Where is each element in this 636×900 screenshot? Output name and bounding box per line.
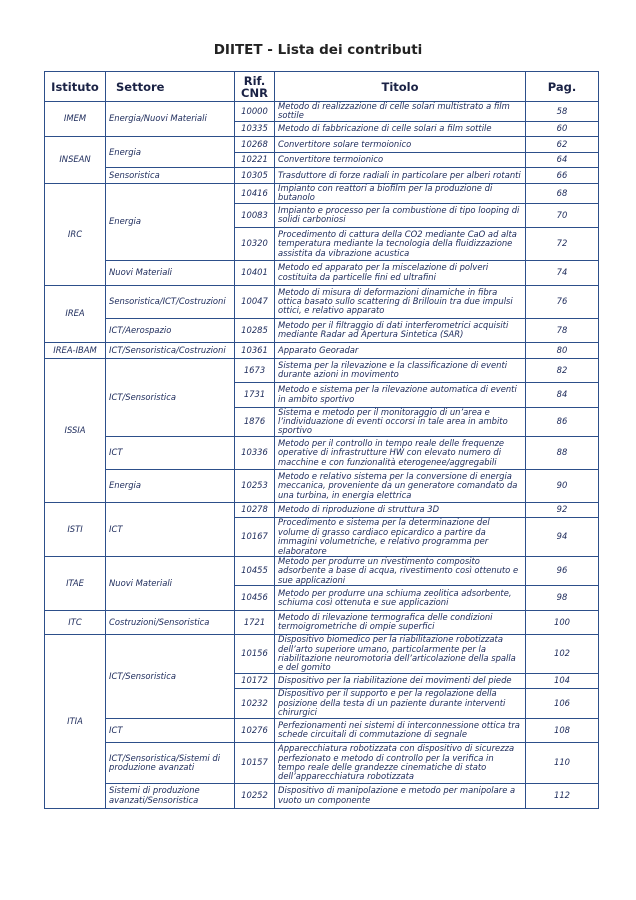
settore-cell: ICT/Sensoristica xyxy=(106,635,235,718)
table-row xyxy=(45,358,599,383)
contributions-table xyxy=(44,71,599,809)
settore-cell: Energia xyxy=(106,137,235,168)
titolo-cell: Procedimento e sistema per la determinazione del volume di grasso cardiaco epicardico a partire da immagini volumetriche, e relativo programma per elaboratore xyxy=(275,518,526,557)
rif-cnr-cell: 10253 xyxy=(235,469,275,502)
titolo-cell: Sistema per la rilevazione e la classificazione di eventi durante azioni in movimento xyxy=(275,358,526,383)
pagina-cell: 88 xyxy=(526,436,599,469)
pagina-cell: 62 xyxy=(526,137,599,153)
rif-cnr-cell: 10335 xyxy=(235,121,275,137)
pagina-cell: 96 xyxy=(526,556,599,585)
pagina-cell: 86 xyxy=(526,407,599,436)
table-row xyxy=(45,556,599,585)
table-row xyxy=(45,635,599,674)
rif-cnr-cell: 10172 xyxy=(235,673,275,689)
rif-cnr-cell: 10401 xyxy=(235,261,275,286)
titolo-cell: Impianto e processo per la combustione di tipo looping di solidi carboniosi xyxy=(275,203,526,228)
rif-cnr-cell: 10268 xyxy=(235,137,275,153)
pagina-cell: 92 xyxy=(526,502,599,518)
titolo-cell: Metodo ed apparato per la miscelazione di polveri costituita da particelle fini ed ultrafini xyxy=(275,261,526,286)
table-row xyxy=(45,168,599,184)
settore-cell: Costruzioni/Sensoristica xyxy=(106,610,235,635)
settore-cell: Energia/Nuovi Materiali xyxy=(106,102,235,137)
rif-cnr-cell: 10455 xyxy=(235,556,275,585)
rif-cnr-cell: 10167 xyxy=(235,518,275,557)
table-row xyxy=(45,743,599,784)
settore-cell: ICT/Sensoristica/Costruzioni xyxy=(106,343,235,359)
titolo-cell: Dispositivo biomedico per la riabilitazione robotizzata dell’arto superiore umano, particolarmente per la riabilitazione neuromotoria dell’articolazione della spalla e del gomito xyxy=(275,635,526,674)
table-row xyxy=(45,261,599,286)
titolo-cell: Impianto con reattori a biofilm per la produzione di butanolo xyxy=(275,183,526,203)
settore-cell: ICT xyxy=(106,718,235,743)
istituto-cell: ITC xyxy=(45,610,106,635)
pagina-cell: 102 xyxy=(526,635,599,674)
settore-cell: ICT/Aerospazio xyxy=(106,318,235,343)
header-titolo: Titolo xyxy=(275,72,526,102)
titolo-cell: Metodo di riproduzione di struttura 3D xyxy=(275,502,526,518)
table-row xyxy=(45,183,599,203)
titolo-cell: Metodo per il controllo in tempo reale delle frequenze operative di infrastrutture HW con elevato numero di macchine e con funzionalità eterogenee/aggregabili xyxy=(275,436,526,469)
table-row xyxy=(45,502,599,518)
titolo-cell: Dispositivo per la riabilitazione dei movimenti del piede xyxy=(275,673,526,689)
table-row xyxy=(45,285,599,318)
titolo-cell: Procedimento di cattura della CO2 mediante CaO ad alta temperatura mediante la tecnologia della fluidizzazione assistita da vibrazione acustica xyxy=(275,228,526,261)
pagina-cell: 80 xyxy=(526,343,599,359)
pagina-cell: 58 xyxy=(526,102,599,122)
pagina-cell: 70 xyxy=(526,203,599,228)
rif-cnr-cell: 10083 xyxy=(235,203,275,228)
pagina-cell: 64 xyxy=(526,152,599,168)
rif-cnr-cell: 10276 xyxy=(235,718,275,743)
settore-cell: Sensoristica xyxy=(106,168,235,184)
rif-cnr-cell: 10278 xyxy=(235,502,275,518)
rif-cnr-cell: 1731 xyxy=(235,383,275,408)
rif-cnr-cell: 10252 xyxy=(235,784,275,809)
settore-cell: Nuovi Materiali xyxy=(106,261,235,286)
pagina-cell: 106 xyxy=(526,689,599,718)
titolo-cell: Metodo e sistema per la rilevazione automatica di eventi in ambito sportivo xyxy=(275,383,526,408)
istituto-cell: ISSIA xyxy=(45,358,106,502)
pagina-cell: 66 xyxy=(526,168,599,184)
rif-cnr-cell: 10320 xyxy=(235,228,275,261)
settore-cell: Sensoristica/ICT/Costruzioni xyxy=(106,285,235,318)
istituto-cell: IMEM xyxy=(45,102,106,137)
rif-cnr-cell: 10221 xyxy=(235,152,275,168)
pagina-cell: 98 xyxy=(526,586,599,611)
header-istituto: Istituto xyxy=(45,72,106,102)
titolo-cell: Convertitore termoionico xyxy=(275,152,526,168)
rif-cnr-cell: 10456 xyxy=(235,586,275,611)
titolo-cell: Metodo e relativo sistema per la conversione di energia meccanica, proveniente da un generatore comandato da una turbina, in energia elettrica xyxy=(275,469,526,502)
pagina-cell: 94 xyxy=(526,518,599,557)
titolo-cell: Apparato Georadar xyxy=(275,343,526,359)
pagina-cell: 60 xyxy=(526,121,599,137)
table-row xyxy=(45,436,599,469)
titolo-cell: Convertitore solare termoionico xyxy=(275,137,526,153)
titolo-cell: Trasduttore di forze radiali in particolare per alberi rotanti xyxy=(275,168,526,184)
table-body xyxy=(45,102,599,809)
pagina-cell: 110 xyxy=(526,743,599,784)
settore-cell: ICT xyxy=(106,436,235,469)
rif-cnr-cell: 10232 xyxy=(235,689,275,718)
titolo-cell: Metodo di misura di deformazioni dinamiche in fibra ottica basato sullo scattering di Brillouin tra due impulsi ottici, e relativo apparato xyxy=(275,285,526,318)
titolo-cell: Metodo di rilevazione termografica delle condizioni termoigrometriche di ompie superfici xyxy=(275,610,526,635)
pagina-cell: 76 xyxy=(526,285,599,318)
table-row xyxy=(45,610,599,635)
pagina-cell: 72 xyxy=(526,228,599,261)
rif-cnr-cell: 10361 xyxy=(235,343,275,359)
settore-cell: ICT/Sensoristica/Sistemi di produzione avanzati xyxy=(106,743,235,784)
settore-cell: Sistemi di produzione avanzati/Sensoristica xyxy=(106,784,235,809)
settore-cell: Nuovi Materiali xyxy=(106,556,235,610)
settore-cell: ICT xyxy=(106,502,235,556)
rif-cnr-cell: 10156 xyxy=(235,635,275,674)
table-row xyxy=(45,318,599,343)
pagina-cell: 112 xyxy=(526,784,599,809)
titolo-cell: Metodo per produrre una schiuma zeolitica adsorbente, schiuma così ottenuta e sue applicazioni xyxy=(275,586,526,611)
istituto-cell: IREA-IBAM xyxy=(45,343,106,359)
titolo-cell: Dispositivo per il supporto e per la regolazione della posizione della testa di un paziente durante interventi chirurgici xyxy=(275,689,526,718)
table-row xyxy=(45,343,599,359)
pagina-cell: 90 xyxy=(526,469,599,502)
rif-cnr-cell: 1876 xyxy=(235,407,275,436)
titolo-cell: Metodo per il filtraggio di dati interferometrici acquisiti mediante Radar ad Apertura Sintetica (SAR) xyxy=(275,318,526,343)
pagina-cell: 82 xyxy=(526,358,599,383)
istituto-cell: ITIA xyxy=(45,635,106,808)
pagina-cell: 108 xyxy=(526,718,599,743)
table-row xyxy=(45,718,599,743)
titolo-cell: Sistema e metodo per il monitoraggio di un’area e l’individuazione di eventi occorsi in tale area in ambito sportivo xyxy=(275,407,526,436)
rif-cnr-cell: 10305 xyxy=(235,168,275,184)
document-title: DIITET - Lista dei contributi xyxy=(213,42,423,58)
pagina-cell: 84 xyxy=(526,383,599,408)
titolo-cell: Metodo per produrre un rivestimento composito adsorbente a base di acqua, rivestimento così ottenuto e sue applicazioni xyxy=(275,556,526,585)
istituto-cell: IRC xyxy=(45,183,106,285)
pagina-cell: 74 xyxy=(526,261,599,286)
rif-cnr-cell: 1673 xyxy=(235,358,275,383)
istituto-cell: IREA xyxy=(45,285,106,343)
rif-cnr-cell: 10047 xyxy=(235,285,275,318)
settore-cell: ICT/Sensoristica xyxy=(106,358,235,436)
pagina-cell: 68 xyxy=(526,183,599,203)
header-pagina: Pag. xyxy=(526,72,599,102)
titolo-cell: Perfezionamenti nei sistemi di interconnessione ottica tra schede circuitali di commutazione di segnale xyxy=(275,718,526,743)
header-rif-cnr: Rif. CNR xyxy=(235,72,275,102)
settore-cell: Energia xyxy=(106,183,235,260)
table-row xyxy=(45,137,599,153)
titolo-cell: Metodo di fabbricazione di celle solari a film sottile xyxy=(275,121,526,137)
istituto-cell: ISTI xyxy=(45,502,106,556)
header-settore: Settore xyxy=(106,72,235,102)
rif-cnr-cell: 10285 xyxy=(235,318,275,343)
titolo-cell: Apparecchiatura robotizzata con dispositivo di sicurezza perfezionato e metodo di controllo per la verifica in tempo reale delle grandezze cinematiche di stato dell’apparecchiatura robotizzata xyxy=(275,743,526,784)
pagina-cell: 78 xyxy=(526,318,599,343)
pagina-cell: 104 xyxy=(526,673,599,689)
table-row xyxy=(45,469,599,502)
table-row xyxy=(45,784,599,809)
rif-cnr-cell: 10000 xyxy=(235,102,275,122)
istituto-cell: INSEAN xyxy=(45,137,106,184)
settore-cell: Energia xyxy=(106,469,235,502)
rif-cnr-cell: 10157 xyxy=(235,743,275,784)
istituto-cell: ITAE xyxy=(45,556,106,610)
titolo-cell: Dispositivo di manipolazione e metodo per manipolare a vuoto un componente xyxy=(275,784,526,809)
table-header-row xyxy=(45,72,599,102)
table-row xyxy=(45,102,599,122)
titolo-cell: Metodo di realizzazione di celle solari multistrato a film sottile xyxy=(275,102,526,122)
rif-cnr-cell: 10416 xyxy=(235,183,275,203)
pagina-cell: 100 xyxy=(526,610,599,635)
rif-cnr-cell: 1721 xyxy=(235,610,275,635)
rif-cnr-cell: 10336 xyxy=(235,436,275,469)
